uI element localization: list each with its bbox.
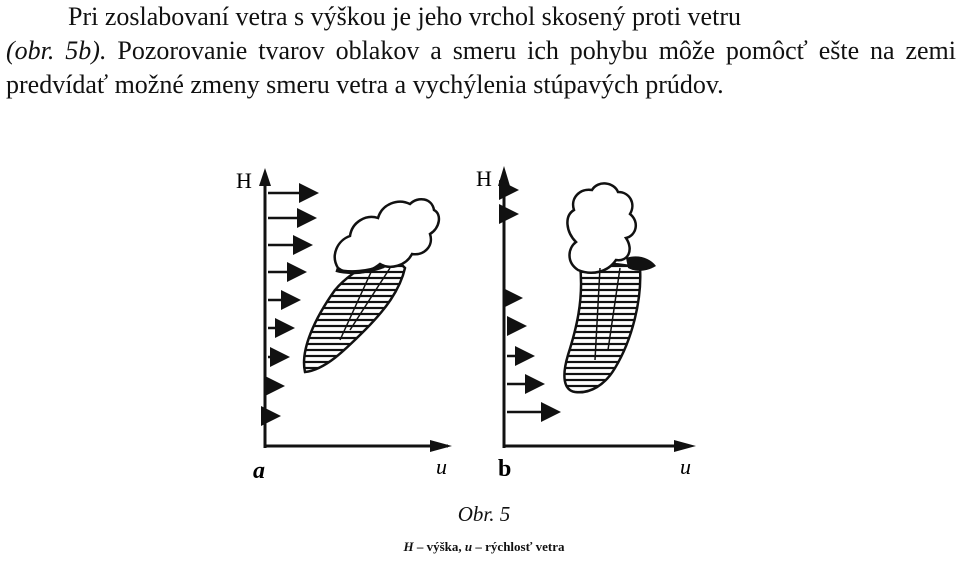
caption-var-h: H [403, 539, 414, 554]
paragraph-text-start: Pri zoslabovaní vetra s výškou je jeho vrchol skosený proti vetru [68, 2, 741, 31]
panel-a-letter: a [253, 458, 265, 484]
panel-b-cloud-base [564, 264, 640, 393]
panel-a-cloud-base [304, 260, 405, 372]
caption-text-h: – výška, [413, 539, 465, 554]
figure-caption-legend [0, 539, 968, 555]
caption-text-u: – rýchlosť vetra [472, 539, 565, 554]
panel-b-cloud-top [567, 183, 635, 272]
caption-var-u: u [464, 539, 473, 554]
figure-caption-title: Obr. 5 [457, 502, 511, 526]
panel-a-x-label: u [436, 454, 447, 479]
panel-b [498, 166, 696, 452]
panel-b-y-label: H [476, 166, 492, 191]
panel-b-y-arrowhead [498, 166, 510, 186]
panel-b-x-label: u [680, 454, 691, 479]
panel-a-y-label: H [236, 168, 252, 193]
panel-b-cloud-edge [626, 256, 656, 270]
panel-a-y-arrowhead [259, 168, 271, 186]
panel-b-x-arrowhead [674, 440, 696, 452]
panel-a-x-arrowhead [430, 440, 452, 452]
figure-reference: (obr. 5b). [6, 36, 107, 65]
panel-b-letter: b [498, 456, 512, 482]
panel-b-wind-arrows [507, 190, 556, 412]
paragraph-text-rest: Pozorovanie tvarov oblakov a smeru ich pohybu môže pomôcť ešte na zemi predvídať možné zmeny smeru vetra a vychýlenia stúpavých prúdov. [6, 36, 956, 99]
panel-a-cloud-top [335, 199, 439, 273]
panel-a [259, 168, 452, 452]
panel-a-wind-arrows [268, 193, 314, 416]
